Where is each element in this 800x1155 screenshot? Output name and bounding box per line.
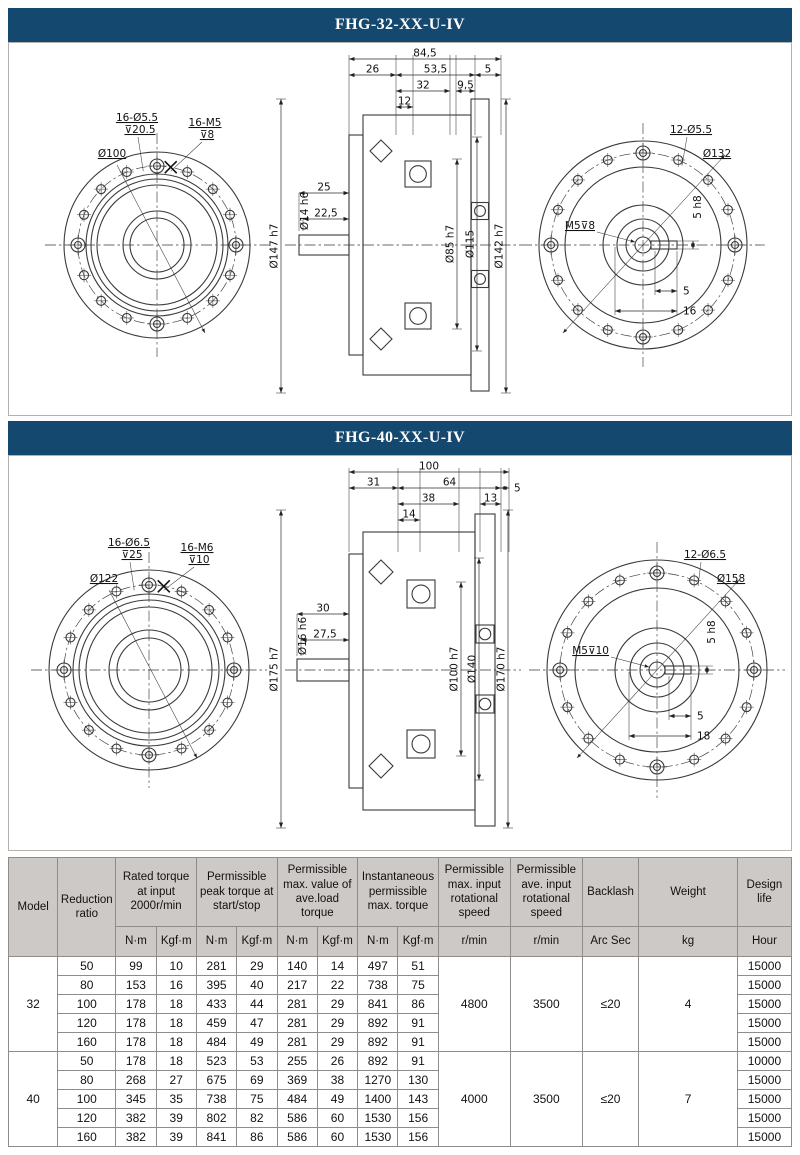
unit-cell: N·m bbox=[358, 927, 398, 957]
unit-cell: N·m bbox=[277, 927, 317, 957]
torque-value-cell: 1530 bbox=[358, 1128, 398, 1147]
weight-cell: 4 bbox=[639, 957, 738, 1052]
holes-label: 12-Ø5.5 bbox=[669, 124, 713, 136]
torque-value-cell: 178 bbox=[116, 995, 156, 1014]
torque-value-cell: 892 bbox=[358, 1033, 398, 1052]
torque-value-cell: 738 bbox=[196, 1090, 236, 1109]
drawing-panel-2 bbox=[8, 455, 792, 851]
torque-value-cell: 586 bbox=[277, 1109, 317, 1128]
torque-value-cell: 49 bbox=[317, 1090, 357, 1109]
torque-value-cell: 22 bbox=[317, 976, 357, 995]
design-life-cell: 15000 bbox=[737, 1128, 791, 1147]
torque-value-cell: 281 bbox=[277, 1033, 317, 1052]
holes-label: 12-Ø6.5 bbox=[683, 549, 727, 561]
design-life-cell: 15000 bbox=[737, 976, 791, 995]
torque-value-cell: 433 bbox=[196, 995, 236, 1014]
spec-table bbox=[8, 857, 792, 1147]
col-header-model: Model bbox=[9, 858, 58, 957]
torque-value-cell: 47 bbox=[237, 1014, 277, 1033]
front-view bbox=[45, 112, 269, 357]
torque-value-cell: 345 bbox=[116, 1090, 156, 1109]
header-row-main bbox=[9, 858, 792, 927]
col-header-ave-load-torque: Permissible max. value of ave.load torque bbox=[277, 858, 358, 927]
shaft-dia-label: Ø16 h6 bbox=[297, 616, 309, 656]
dim-label: Ø170 h7 bbox=[495, 646, 508, 692]
ratio-cell: 50 bbox=[58, 957, 116, 976]
pitch-dia-label: Ø158 bbox=[716, 573, 746, 585]
design-life-cell: 15000 bbox=[737, 957, 791, 976]
torque-value-cell: 18 bbox=[156, 995, 196, 1014]
dim-label: 14 bbox=[402, 508, 416, 521]
torque-value-cell: 18 bbox=[156, 1033, 196, 1052]
design-life-cell: 15000 bbox=[737, 1033, 791, 1052]
torque-value-cell: 268 bbox=[116, 1071, 156, 1090]
torque-value-cell: 892 bbox=[358, 1014, 398, 1033]
pitch-dia-label: Ø132 bbox=[702, 148, 732, 160]
dim-label: 5 bbox=[484, 63, 492, 76]
torque-value-cell: 217 bbox=[277, 976, 317, 995]
design-life-cell: 15000 bbox=[737, 1071, 791, 1090]
rear-view bbox=[529, 542, 785, 798]
torque-value-cell: 91 bbox=[398, 1014, 438, 1033]
torque-value-cell: 51 bbox=[398, 957, 438, 976]
dim-label: 30 bbox=[316, 602, 330, 615]
col-header-max-input-speed: Permissible max. input rotational speed bbox=[438, 858, 510, 927]
unit-cell: r/min bbox=[510, 927, 582, 957]
torque-value-cell: 281 bbox=[277, 1014, 317, 1033]
dim-label: 64 bbox=[442, 476, 457, 489]
torque-value-cell: 281 bbox=[277, 995, 317, 1014]
torque-value-cell: 82 bbox=[237, 1109, 277, 1128]
torque-value-cell: 675 bbox=[196, 1071, 236, 1090]
dim-label: Ø115 bbox=[464, 229, 477, 259]
backlash-cell: ≤20 bbox=[582, 957, 638, 1052]
torque-value-cell: 29 bbox=[317, 995, 357, 1014]
torque-value-cell: 53 bbox=[237, 1052, 277, 1071]
torque-value-cell: 140 bbox=[277, 957, 317, 976]
col-header-rated-torque: Rated torque at input 2000r/min bbox=[116, 858, 197, 927]
technical-drawing-fhg32 bbox=[9, 43, 791, 415]
ratio-cell: 50 bbox=[58, 1052, 116, 1071]
torque-value-cell: 27 bbox=[156, 1071, 196, 1090]
col-header-instant-torque: Instantaneous permissible max. torque bbox=[358, 858, 439, 927]
torque-value-cell: 99 bbox=[116, 957, 156, 976]
key-len-label: 5 bbox=[697, 710, 704, 723]
col-header-ave-input-speed: Permissible ave. input rotational speed bbox=[510, 858, 582, 927]
torque-value-cell: 60 bbox=[317, 1109, 357, 1128]
tap-label: M5⊽10 bbox=[572, 645, 609, 657]
dim-label: Ø147 h7 bbox=[268, 223, 281, 269]
torque-value-cell: 86 bbox=[237, 1128, 277, 1147]
key-width-label: 5 h8 bbox=[706, 620, 718, 644]
torque-value-cell: 802 bbox=[196, 1109, 236, 1128]
spec-row bbox=[9, 957, 792, 976]
speed-ave-cell: 3500 bbox=[510, 1052, 582, 1147]
col-header-weight: Weight bbox=[639, 858, 738, 927]
torque-value-cell: 60 bbox=[317, 1128, 357, 1147]
design-life-cell: 15000 bbox=[737, 1109, 791, 1128]
key-len-label: 5 bbox=[683, 285, 690, 298]
pitch-dia-label: Ø100 bbox=[97, 148, 127, 160]
ratio-cell: 160 bbox=[58, 1033, 116, 1052]
unit-cell: Hour bbox=[737, 927, 791, 957]
torque-value-cell: 29 bbox=[317, 1014, 357, 1033]
cb-holes-label: 16-Ø6.5 bbox=[107, 537, 151, 549]
torque-value-cell: 86 bbox=[398, 995, 438, 1014]
col-header-peak-torque: Permissible peak torque at start/stop bbox=[196, 858, 277, 927]
torque-value-cell: 395 bbox=[196, 976, 236, 995]
torque-value-cell: 75 bbox=[237, 1090, 277, 1109]
unit-cell: Arc Sec bbox=[582, 927, 638, 957]
dim-label: Ø85 h7 bbox=[444, 224, 457, 264]
design-life-cell: 15000 bbox=[737, 1090, 791, 1109]
torque-value-cell: 841 bbox=[196, 1128, 236, 1147]
torque-value-cell: 75 bbox=[398, 976, 438, 995]
torque-value-cell: 178 bbox=[116, 1014, 156, 1033]
torque-value-cell: 156 bbox=[398, 1109, 438, 1128]
torque-value-cell: 459 bbox=[196, 1014, 236, 1033]
section-view bbox=[269, 48, 522, 394]
ratio-cell: 120 bbox=[58, 1014, 116, 1033]
dim-label: Ø142 h7 bbox=[493, 223, 506, 269]
dim-label: 38 bbox=[421, 492, 436, 505]
torque-value-cell: 255 bbox=[277, 1052, 317, 1071]
shaft-dia-label: Ø14 h6 bbox=[299, 191, 311, 231]
dim-label: 25 bbox=[317, 181, 331, 194]
torque-value-cell: 39 bbox=[156, 1109, 196, 1128]
cb-depth-label: ⊽25 bbox=[121, 549, 143, 561]
torque-value-cell: 18 bbox=[156, 1052, 196, 1071]
dim-label: 12 bbox=[397, 95, 412, 108]
tap-label: M5⊽8 bbox=[564, 220, 595, 232]
speed-ave-cell: 3500 bbox=[510, 957, 582, 1052]
torque-value-cell: 143 bbox=[398, 1090, 438, 1109]
unit-cell: Kgf·m bbox=[156, 927, 196, 957]
torque-value-cell: 14 bbox=[317, 957, 357, 976]
dim-label: 26 bbox=[365, 63, 380, 76]
torque-value-cell: 586 bbox=[277, 1128, 317, 1147]
speed-max-cell: 4000 bbox=[438, 1052, 510, 1147]
pitch-dia-label: Ø122 bbox=[89, 573, 119, 585]
ratio-cell: 80 bbox=[58, 1071, 116, 1090]
model-cell: 40 bbox=[9, 1052, 58, 1147]
tap-holes-label: 16-M5 bbox=[188, 117, 222, 129]
dim-label: 22,5 bbox=[314, 207, 338, 220]
ratio-cell: 100 bbox=[58, 995, 116, 1014]
col-header-backlash: Backlash bbox=[582, 858, 638, 927]
tap-depth-label: ⊽8 bbox=[199, 129, 215, 141]
torque-value-cell: 738 bbox=[358, 976, 398, 995]
rear-view bbox=[521, 123, 765, 367]
backlash-cell: ≤20 bbox=[582, 1052, 638, 1147]
dim-label: 84,5 bbox=[413, 47, 437, 60]
cb-holes-label: 16-Ø5.5 bbox=[115, 112, 159, 124]
spec-table-body bbox=[9, 957, 792, 1147]
torque-value-cell: 91 bbox=[398, 1033, 438, 1052]
design-life-cell: 10000 bbox=[737, 1052, 791, 1071]
tap-depth-label: ⊽10 bbox=[188, 554, 210, 566]
drawing-panel-1 bbox=[8, 42, 792, 416]
torque-value-cell: 178 bbox=[116, 1033, 156, 1052]
model-title-bar-2: FHG-40-XX-U-IV bbox=[8, 421, 792, 455]
design-life-cell: 15000 bbox=[737, 1014, 791, 1033]
key-total-label: 18 bbox=[697, 730, 711, 743]
col-header-design-life: Design life bbox=[737, 858, 791, 927]
dim-label: Ø175 h7 bbox=[268, 646, 281, 692]
torque-value-cell: 18 bbox=[156, 1014, 196, 1033]
col-header-reduction-ratio: Reduction ratio bbox=[58, 858, 116, 957]
model-title-bar-1: FHG-32-XX-U-IV bbox=[8, 8, 792, 42]
torque-value-cell: 497 bbox=[358, 957, 398, 976]
torque-value-cell: 49 bbox=[237, 1033, 277, 1052]
header-row-units bbox=[9, 927, 792, 957]
torque-value-cell: 35 bbox=[156, 1090, 196, 1109]
dim-label: Ø100 h7 bbox=[448, 646, 461, 692]
unit-cell: N·m bbox=[196, 927, 236, 957]
torque-value-cell: 29 bbox=[237, 957, 277, 976]
dim-label: 100 bbox=[418, 460, 440, 473]
tap-holes-label: 16-M6 bbox=[180, 542, 214, 554]
torque-value-cell: 1270 bbox=[358, 1071, 398, 1090]
torque-value-cell: 892 bbox=[358, 1052, 398, 1071]
torque-value-cell: 40 bbox=[237, 976, 277, 995]
torque-value-cell: 29 bbox=[317, 1033, 357, 1052]
weight-cell: 7 bbox=[639, 1052, 738, 1147]
front-view bbox=[31, 537, 267, 788]
torque-value-cell: 91 bbox=[398, 1052, 438, 1071]
dim-label: 31 bbox=[366, 476, 381, 489]
dim-label: 5 bbox=[514, 482, 521, 495]
unit-cell: Kgf·m bbox=[398, 927, 438, 957]
dim-label: Ø140 bbox=[466, 654, 479, 684]
torque-value-cell: 38 bbox=[317, 1071, 357, 1090]
key-total-label: 16 bbox=[683, 305, 697, 318]
torque-value-cell: 69 bbox=[237, 1071, 277, 1090]
torque-value-cell: 369 bbox=[277, 1071, 317, 1090]
torque-value-cell: 26 bbox=[317, 1052, 357, 1071]
dim-label: 9,5 bbox=[457, 79, 474, 92]
torque-value-cell: 382 bbox=[116, 1128, 156, 1147]
torque-value-cell: 841 bbox=[358, 995, 398, 1014]
torque-value-cell: 382 bbox=[116, 1109, 156, 1128]
torque-value-cell: 44 bbox=[237, 995, 277, 1014]
ratio-cell: 80 bbox=[58, 976, 116, 995]
torque-value-cell: 10 bbox=[156, 957, 196, 976]
model-cell: 32 bbox=[9, 957, 58, 1052]
speed-max-cell: 4800 bbox=[438, 957, 510, 1052]
torque-value-cell: 156 bbox=[398, 1128, 438, 1147]
torque-value-cell: 130 bbox=[398, 1071, 438, 1090]
torque-value-cell: 1530 bbox=[358, 1109, 398, 1128]
unit-cell: Kgf·m bbox=[237, 927, 277, 957]
ratio-cell: 160 bbox=[58, 1128, 116, 1147]
ratio-cell: 100 bbox=[58, 1090, 116, 1109]
torque-value-cell: 1400 bbox=[358, 1090, 398, 1109]
torque-value-cell: 178 bbox=[116, 1052, 156, 1071]
technical-drawing-fhg40 bbox=[9, 456, 791, 850]
torque-value-cell: 523 bbox=[196, 1052, 236, 1071]
unit-cell: N·m bbox=[116, 927, 156, 957]
cb-depth-label: ⊽20.5 bbox=[124, 124, 156, 136]
design-life-cell: 15000 bbox=[737, 995, 791, 1014]
unit-cell: Kgf·m bbox=[317, 927, 357, 957]
dim-label: 13 bbox=[483, 492, 498, 505]
torque-value-cell: 484 bbox=[277, 1090, 317, 1109]
section-view bbox=[269, 461, 522, 829]
torque-value-cell: 16 bbox=[156, 976, 196, 995]
dim-label: 53,5 bbox=[423, 63, 448, 76]
torque-value-cell: 281 bbox=[196, 957, 236, 976]
ratio-cell: 120 bbox=[58, 1109, 116, 1128]
torque-value-cell: 39 bbox=[156, 1128, 196, 1147]
unit-cell: r/min bbox=[438, 927, 510, 957]
torque-value-cell: 484 bbox=[196, 1033, 236, 1052]
torque-value-cell: 153 bbox=[116, 976, 156, 995]
unit-cell: kg bbox=[639, 927, 738, 957]
key-width-label: 5 h8 bbox=[692, 195, 704, 219]
dim-label: 27,5 bbox=[313, 628, 337, 641]
dim-label: 32 bbox=[416, 79, 430, 92]
spec-row bbox=[9, 1052, 792, 1071]
